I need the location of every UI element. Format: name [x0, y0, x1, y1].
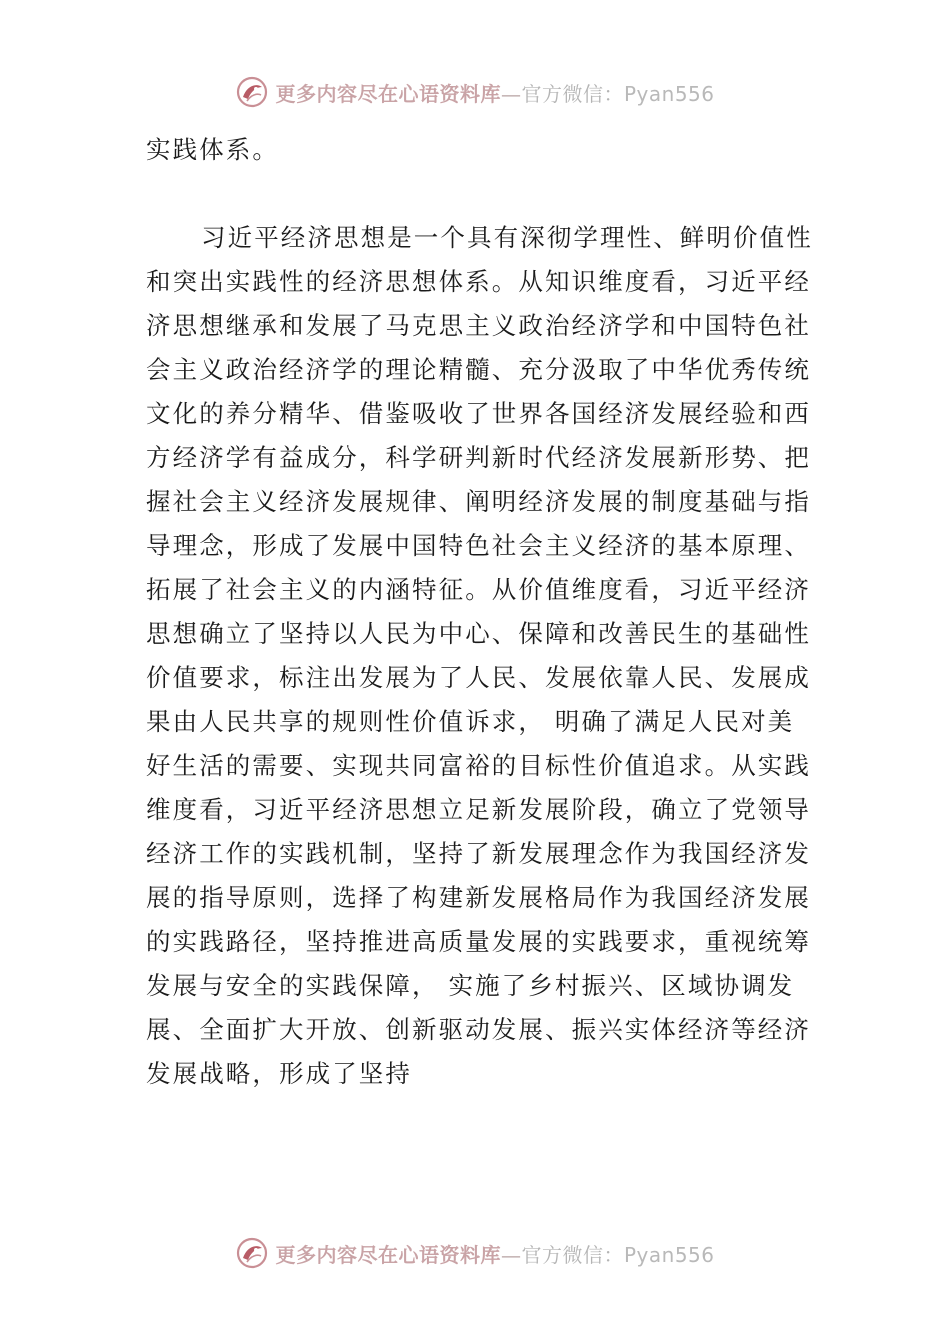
paragraph-line: 维度看，习近平经济思想立足新发展阶段，确立了党领导: [146, 795, 811, 824]
paragraph-line: 导理念，形成了发展中国特色社会主义经济的基本原理、: [146, 531, 811, 560]
header-wechat-label: 官方微信：: [521, 81, 624, 106]
header-separator: —: [500, 81, 522, 106]
paragraph-line: 发展战略，形成了坚持: [146, 1059, 412, 1088]
lead-fragment: 实践体系。: [146, 135, 279, 164]
paragraph-line: 济思想继承和发展了马克思主义政治经济学和中国特色社: [146, 311, 811, 340]
brush-swirl-icon: [235, 1236, 269, 1270]
paragraph-line: 发展与安全的实践保障， 实施了乡村振兴、区域协调发: [146, 971, 795, 1000]
footer-banner-text: [275, 1239, 714, 1268]
paragraph-line: 好生活的需要、实现共同富裕的目标性价值追求。从实践: [146, 751, 811, 780]
footer-wechat-label: 官方微信：: [521, 1242, 624, 1267]
paragraph-line: 的实践路径，坚持推进高质量发展的实践要求，重视统筹: [146, 927, 811, 956]
paragraph-line: 习近平经济思想是一个具有深彻学理性、鲜明价值性: [201, 223, 813, 252]
header-slogan: 更多内容尽在心语资料库: [275, 81, 501, 106]
paragraph-line: 果由人民共享的规则性价值诉求， 明确了满足人民对美: [146, 707, 795, 736]
document-body: [146, 128, 826, 1096]
paragraph-line: 会主义政治经济学的理论精髓、充分汲取了中华优秀传统: [146, 355, 811, 384]
footer-separator: —: [500, 1242, 522, 1267]
paragraph-line: 文化的养分精华、借鉴吸收了世界各国经济发展经验和西: [146, 399, 811, 428]
paragraph-gap: [146, 172, 826, 216]
paragraph-line: 经济工作的实践机制，坚持了新发展理念作为我国经济发: [146, 839, 811, 868]
paragraph-line: 方经济学有益成分，科学研判新时代经济发展新形势、把: [146, 443, 811, 472]
paragraph-line: 和突出实践性的经济思想体系。从知识维度看，习近平经: [146, 267, 811, 296]
footer-banner: [0, 1233, 950, 1273]
header-banner: [0, 72, 950, 112]
footer-wechat-id: Pyan556: [623, 1242, 715, 1267]
main-paragraph: [146, 216, 826, 1096]
paragraph-line: 拓展了社会主义的内涵特征。从价值维度看，习近平经济: [146, 575, 811, 604]
paragraph-line: 展、全面扩大开放、创新驱动发展、振兴实体经济等经济: [146, 1015, 811, 1044]
paragraph-line: 展的指导原则，选择了构建新发展格局作为我国经济发展: [146, 883, 811, 912]
brush-swirl-icon: [235, 75, 269, 109]
header-wechat-id: Pyan556: [623, 81, 715, 106]
footer-slogan: 更多内容尽在心语资料库: [275, 1242, 501, 1267]
paragraph-line: 握社会主义经济发展规律、阐明经济发展的制度基础与指: [146, 487, 811, 516]
header-banner-text: [275, 78, 714, 107]
paragraph-line: 价值要求，标注出发展为了人民、发展依靠人民、发展成: [146, 663, 811, 692]
paragraph-line: 思想确立了坚持以人民为中心、保障和改善民生的基础性: [146, 619, 811, 648]
